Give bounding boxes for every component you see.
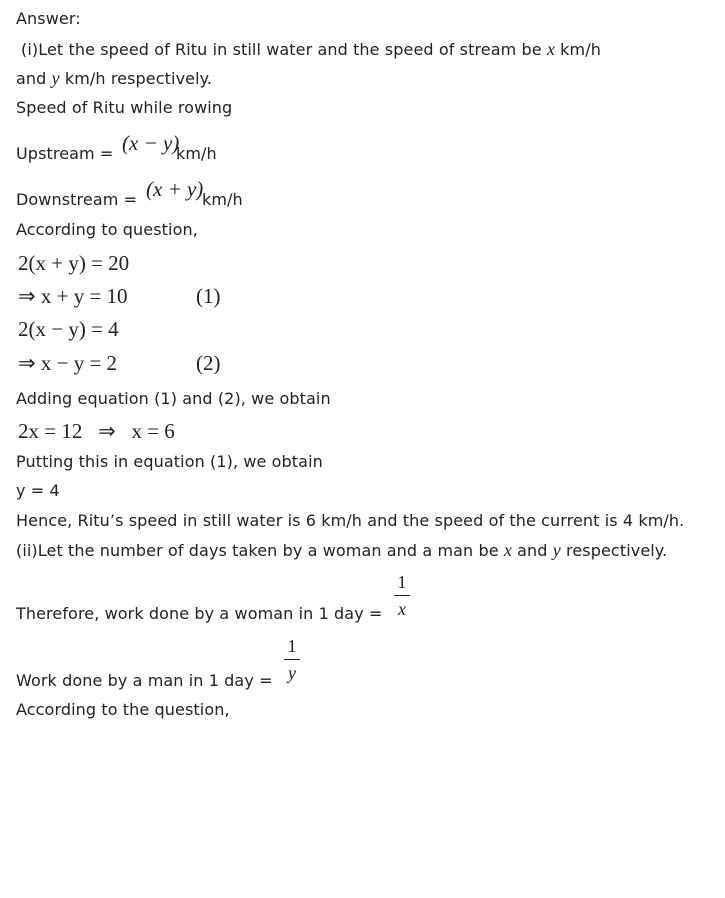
y-value: y = 4 [16,481,60,500]
man-work-label: Work done by a man in 1 day = [16,671,273,690]
fraction-1-over-y [284,636,300,683]
according-to-the-question: According to the question, [16,700,230,719]
downstream-label: Downstream = [16,190,138,209]
rowing-heading: Speed of Ritu while rowing [16,98,233,117]
part1-intro2-text-b: km/h respectively. [59,69,213,88]
var-x: x [546,39,555,59]
part2-intro-text-a: (ii)Let the number of days taken by a woman and a man be [16,541,504,560]
part1-intro-line2 [16,68,212,89]
woman-work-label: Therefore, work done by a woman in 1 day = [16,604,383,623]
upstream-label: Upstream = [16,144,114,163]
part2-intro [16,540,667,561]
equation-x-plus-y-10: ⇒ x + y = 10 [18,284,128,308]
downstream-unit: km/h [202,190,243,209]
fraction-denominator: x [398,599,406,619]
part2-intro-text-b: and [511,541,553,560]
fraction-1-over-x [394,572,410,619]
conclusion-part1: Hence, Ritu’s speed in still water is 6 km/h and the speed of the current is 4 km/h. [16,511,685,530]
fraction-denominator: y [288,663,296,683]
equation-number-2: (2) [196,351,221,375]
putting-in-equation: Putting this in equation (1), we obtain [16,452,323,471]
equation-2x-12: 2x = 12 ⇒ x = 6 [18,419,175,443]
var-y: y [51,68,60,88]
fraction-numerator: 1 [397,572,407,592]
part1-intro-text-a: (i)Let the speed of Ritu in still water and the speed of stream be [21,40,547,59]
upstream-unit: km/h [176,144,217,163]
var-y: y [552,540,561,560]
equation-x-minus-y-2: ⇒ x − y = 2 [18,351,118,375]
downstream-expression: (x + y) [146,177,204,201]
equation-2-x-minus-y: 2(x − y) = 4 [18,317,119,341]
part1-intro-line1 [21,39,601,60]
fraction-numerator: 1 [287,636,297,656]
fraction-bar [284,659,300,660]
part2-intro-text-c: respectively. [560,541,668,560]
according-to-question: According to question, [16,220,198,239]
equation-number-1: (1) [196,284,221,308]
equation-2-x-plus-y: 2(x + y) = 20 [18,251,130,275]
part1-intro-text-b: km/h [554,40,601,59]
part1-intro2-text-a: and [16,69,52,88]
answer-heading: Answer: [16,9,81,28]
upstream-expression: (x − y) [122,131,180,155]
var-x: x [503,540,512,560]
adding-equations: Adding equation (1) and (2), we obtain [16,389,331,408]
fraction-bar [394,595,410,596]
